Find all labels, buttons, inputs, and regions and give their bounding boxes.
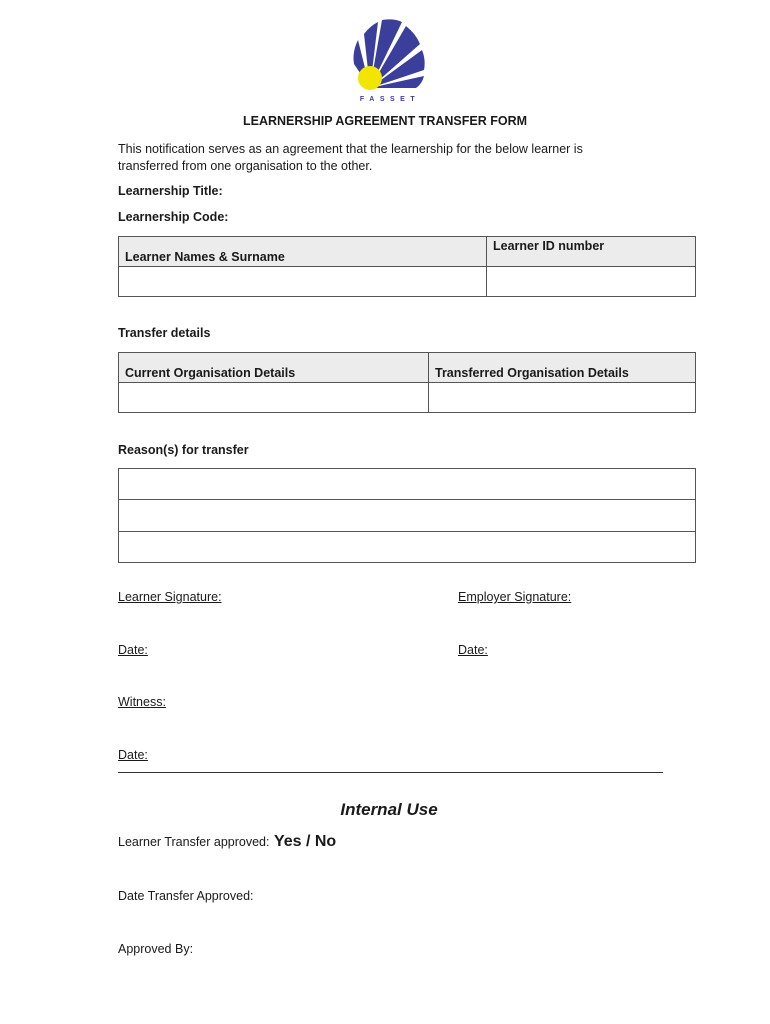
learner-id-field[interactable] xyxy=(487,267,696,297)
internal-use-heading: Internal Use xyxy=(340,800,438,819)
transfer-details-label: Transfer details xyxy=(118,326,211,340)
reason-line-2[interactable] xyxy=(119,500,696,532)
reasons-label: Reason(s) for transfer xyxy=(118,443,249,457)
reasons-table xyxy=(118,468,696,563)
approved-by-label: Approved By: xyxy=(118,942,194,956)
divider-line xyxy=(118,772,663,773)
learner-names-header: Learner Names & Surname xyxy=(119,237,487,267)
logo-text: FASSET xyxy=(359,96,421,103)
witness-date-label: Date: xyxy=(118,748,148,762)
transfer-approved-row xyxy=(118,833,336,851)
learnership-title-label: Learnership Title: xyxy=(118,184,223,198)
transferred-org-field[interactable] xyxy=(429,383,696,413)
intro-text: This notification serves as an agreement that the learnership for the below learner is transferred from one organisation to the other. xyxy=(118,142,583,173)
yes-no-value[interactable]: Yes / No xyxy=(273,833,337,850)
learner-signature-label: Learner Signature: xyxy=(118,590,222,604)
learner-date-label: Date: xyxy=(118,643,148,657)
transferred-org-header: Transferred Organisation Details xyxy=(429,353,696,383)
learnership-code-label: Learnership Code: xyxy=(118,210,229,224)
date-approved-label: Date Transfer Approved: xyxy=(118,889,254,903)
learner-names-field[interactable] xyxy=(119,267,487,297)
employer-date-label: Date: xyxy=(458,643,488,657)
form-title: LEARNERSHIP AGREEMENT TRANSFER FORM xyxy=(242,114,528,128)
current-org-header: Current Organisation Details xyxy=(119,353,429,383)
transfer-approved-label: Learner Transfer approved: xyxy=(118,835,270,849)
learner-table xyxy=(118,236,696,297)
transfer-table xyxy=(118,352,696,413)
reason-line-3[interactable] xyxy=(119,532,696,563)
reason-line-1[interactable] xyxy=(119,469,696,500)
learner-id-header: Learner ID number xyxy=(487,237,696,267)
employer-signature-label: Employer Signature: xyxy=(458,590,572,604)
fasset-logo xyxy=(350,16,430,104)
logo-sun xyxy=(358,66,382,90)
witness-label: Witness: xyxy=(118,695,166,709)
current-org-field[interactable] xyxy=(119,383,429,413)
